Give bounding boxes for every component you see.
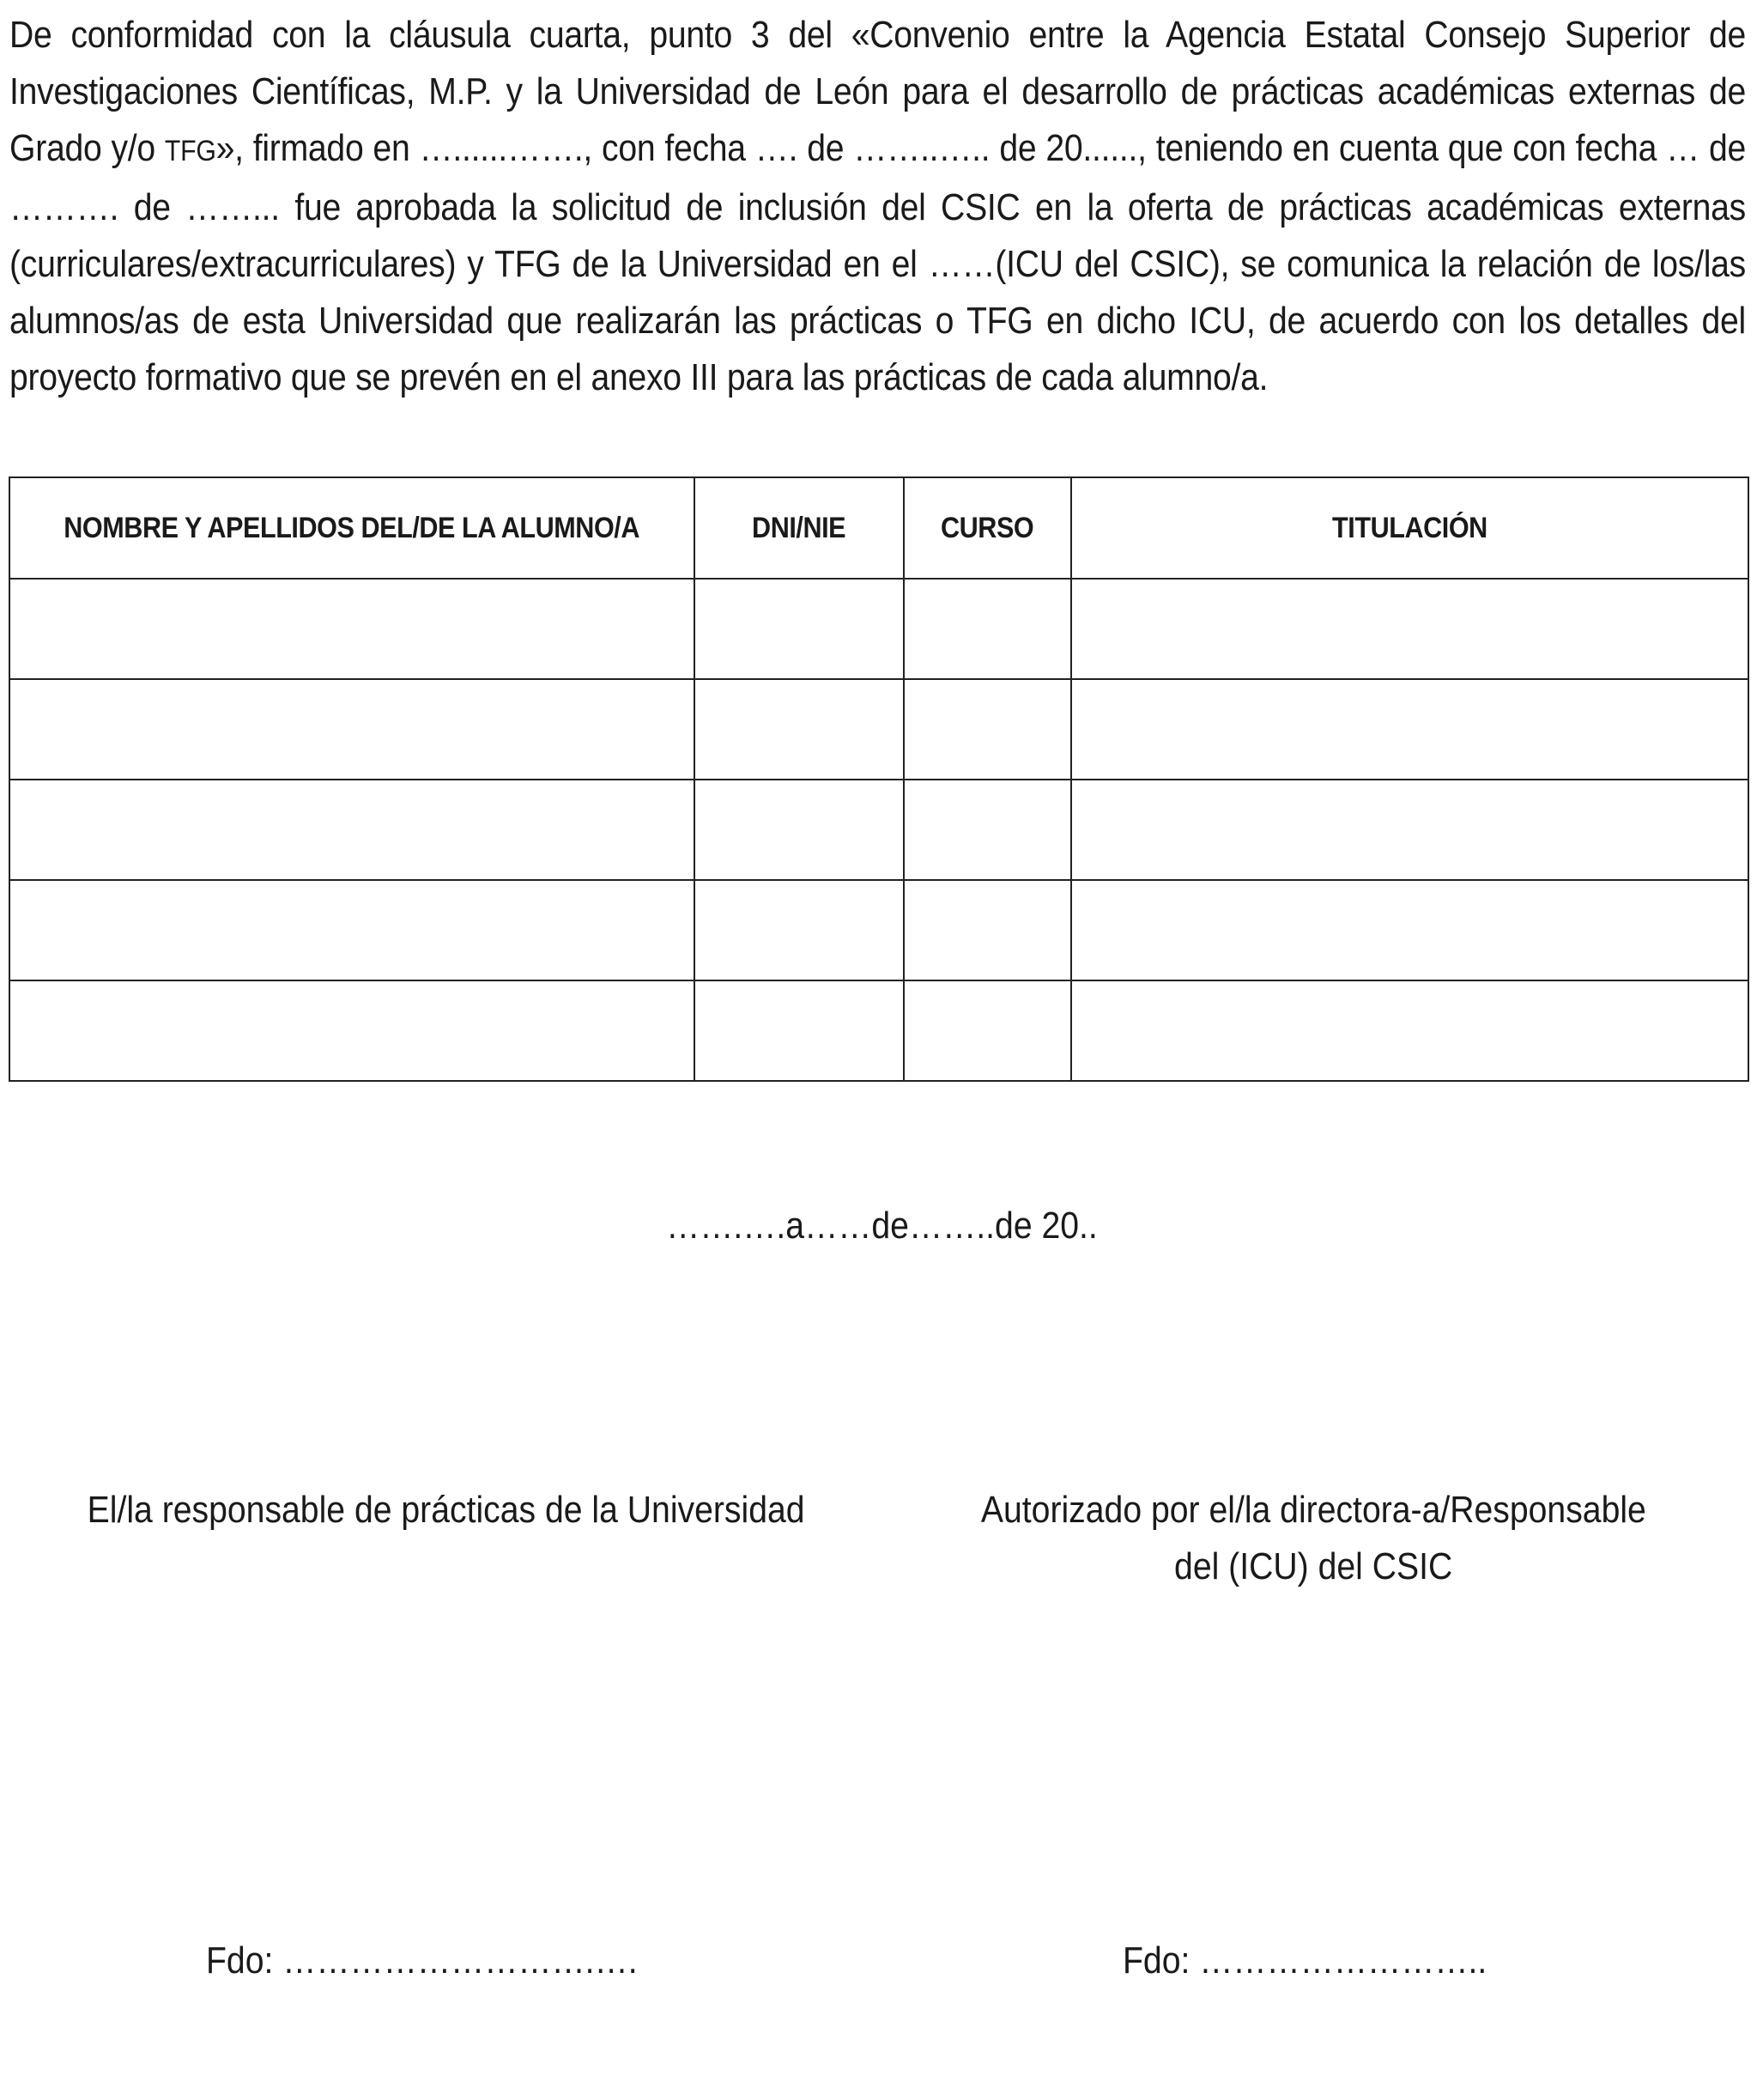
intro-text-part2: », firmado en …......……., con fecha …. de ……..….. de 20......, teniendo en cuenta que con fecha … de ………. de ……... fue aprobada la solicitud de inclusión del CSIC en la oferta de prácticas académicas externas (curriculares/extracurriculares) y TFG de la Universidad en el ……(ICU del CSIC), se comunica la relación de los/las alumnos/as de esta Universidad que realizarán las prácticas o TFG en dicho ICU, de acuerdo con los detalles del proyecto formativo que se prevén en el anexo III para las prácticas de cada alumno/a. [9, 127, 1746, 398]
cell-curso[interactable] [904, 780, 1071, 880]
cell-dni[interactable] [694, 780, 904, 880]
place-date-line: …….….a……de……..de 20.. [665, 1205, 1098, 1247]
table-row [9, 679, 1748, 780]
cell-titulacion[interactable] [1071, 780, 1748, 880]
signature-title-csic-line1: Autorizado por el/la directora-a/Responsable [980, 1489, 1646, 1531]
cell-dni[interactable] [694, 880, 904, 980]
cell-nombre[interactable] [9, 780, 694, 880]
signature-title-csic-line2: del (ICU) del CSIC [1173, 1545, 1453, 1587]
signature-block-university [43, 1482, 850, 1539]
table-row [9, 980, 1748, 1081]
cell-nombre[interactable] [9, 980, 694, 1081]
cell-nombre[interactable] [9, 579, 694, 679]
cell-curso[interactable] [904, 579, 1071, 679]
cell-dni[interactable] [694, 980, 904, 1081]
table-row [9, 880, 1748, 980]
intro-text-part1: De conformidad con la cláusula cuarta, punto 3 del «Convenio entre la Agencia Estatal Consejo Superior de Investigaciones Científicas, M.P. y la Universidad de León para el desarrollo de prácticas académicas externas de Grado y/o [9, 14, 1746, 169]
table-row [9, 579, 1748, 679]
intro-tfg-abbrev: TFG [164, 135, 216, 167]
cell-curso[interactable] [904, 980, 1071, 1081]
cell-titulacion[interactable] [1071, 980, 1748, 1081]
header-dni: DNI/NIE [694, 477, 904, 579]
header-curso: CURSO [904, 477, 1071, 579]
cell-titulacion[interactable] [1071, 679, 1748, 780]
cell-curso[interactable] [904, 679, 1071, 780]
cell-nombre[interactable] [9, 679, 694, 780]
cell-dni[interactable] [694, 579, 904, 679]
cell-titulacion[interactable] [1071, 880, 1748, 980]
header-nombre: NOMBRE Y APELLIDOS DEL/DE LA ALUMNO/A [9, 477, 694, 579]
signature-block-csic [927, 1482, 1699, 1595]
intro-paragraph [9, 7, 1746, 406]
signature-title-university: El/la responsable de prácticas de la Universidad [88, 1489, 805, 1531]
cell-titulacion[interactable] [1071, 579, 1748, 679]
cell-curso[interactable] [904, 880, 1071, 980]
table-row [9, 780, 1748, 880]
signature-fdo-university[interactable]: Fdo: ……………………….…. [206, 1939, 638, 1982]
signature-fdo-csic[interactable]: Fdo: …………………….. [1123, 1939, 1487, 1982]
students-table [9, 476, 1749, 1082]
table-header-row [9, 477, 1748, 579]
header-titulacion: TITULACIÓN [1071, 477, 1748, 579]
cell-nombre[interactable] [9, 880, 694, 980]
cell-dni[interactable] [694, 679, 904, 780]
